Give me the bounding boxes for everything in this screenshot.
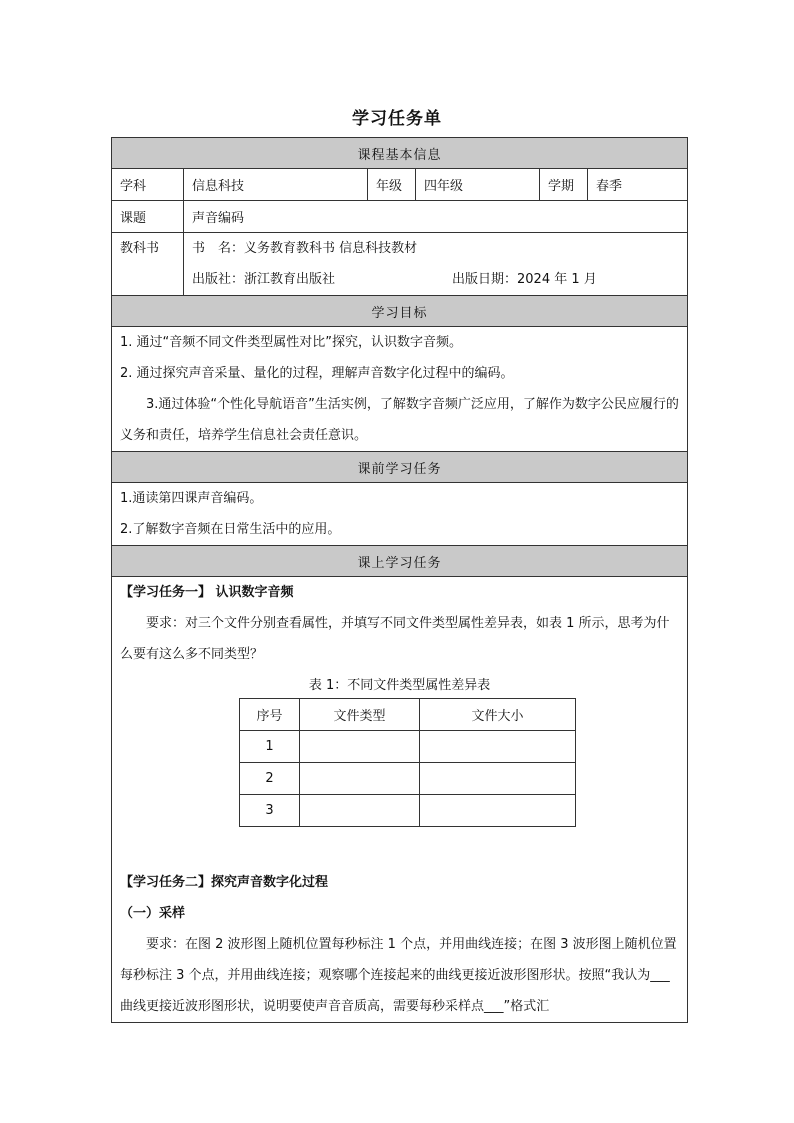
subject-row	[112, 169, 688, 201]
topic-label: 课题	[112, 201, 184, 233]
grade-value: 四年级	[416, 169, 540, 201]
pre-class-body	[112, 483, 688, 546]
publisher: 出版社：浙江教育出版社	[192, 272, 336, 287]
file-table-header	[240, 699, 576, 731]
task-sheet-table	[111, 137, 688, 1023]
pre-class-item: 2.了解数字音频在日常生活中的应用。	[120, 522, 341, 537]
topic-row	[112, 201, 688, 233]
goals-header: 学习目标	[112, 296, 688, 327]
pre-class-item: 1.通读第四课声音编码。	[120, 491, 263, 506]
column-header: 序号	[240, 699, 300, 731]
sampling-title: （一）采样	[120, 906, 186, 921]
sampling-requirement: 要求：在图 2 波形图上随机位置每秒标注 1 个点，并用曲线连接；在图 3 波形图上随机位置每秒标注 3 个点，并用曲线连接；观察哪个连接起来的曲线更接近波形图形状。按照“我认为___曲线更接近波形图形状，说明要使声音音质高，需要每秒采样点___”格式汇	[120, 937, 677, 1014]
file-size-cell[interactable]	[420, 795, 576, 827]
row-index: 3	[240, 795, 300, 827]
file-type-cell[interactable]	[300, 763, 420, 795]
table-row	[240, 795, 576, 827]
publish-date: 出版日期：2024 年 1 月	[452, 272, 597, 287]
in-class-header: 课上学习任务	[112, 546, 688, 577]
book-name: 书 名：义务教育教科书 信息科技教材	[192, 241, 418, 256]
term-label: 学期	[540, 169, 588, 201]
task-sheet	[111, 137, 687, 1023]
row-index: 1	[240, 731, 300, 763]
task2-title: 【学习任务二】探究声音数字化过程	[120, 875, 329, 890]
column-header: 文件大小	[420, 699, 576, 731]
topic-value: 声音编码	[184, 201, 688, 233]
in-class-body	[112, 577, 688, 1023]
file-size-cell[interactable]	[420, 763, 576, 795]
document-title: 学习任务单	[352, 109, 442, 129]
file-size-cell[interactable]	[420, 731, 576, 763]
file-type-cell[interactable]	[300, 795, 420, 827]
table-row	[240, 731, 576, 763]
column-header: 文件类型	[300, 699, 420, 731]
publisher-line	[192, 264, 679, 295]
row-index: 2	[240, 763, 300, 795]
table-row	[240, 763, 576, 795]
goal-item: 2. 通过探究声音采量、量化的过程，理解声音数字化过程中的编码。	[120, 366, 514, 381]
goals-body	[112, 327, 688, 452]
task1-title: 【学习任务一】 认识数字音频	[120, 585, 294, 600]
textbook-row	[112, 233, 688, 296]
textbook-label: 教科书	[120, 241, 160, 256]
subject-label: 学科	[112, 169, 184, 201]
basic-info-header: 课程基本信息	[112, 138, 688, 169]
file-type-cell[interactable]	[300, 731, 420, 763]
goal-item: 1. 通过“音频不同文件类型属性对比”探究，认识数字音频。	[120, 335, 463, 350]
task1-requirement: 要求：对三个文件分别查看属性，并填写不同文件类型属性差异表，如表 1 所示，思考为什么要有这么多不同类型？	[120, 616, 670, 662]
table-caption: 表 1：不同文件类型属性差异表	[308, 678, 491, 693]
file-type-table	[239, 698, 576, 827]
pre-class-header: 课前学习任务	[112, 452, 688, 483]
grade-label: 年级	[368, 169, 416, 201]
subject-value: 信息科技	[184, 169, 368, 201]
term-value: 春季	[588, 169, 688, 201]
goal-item: 3.通过体验“个性化导航语音”生活实例，了解数字音频广泛应用，了解作为数字公民应履行的义务和责任，培养学生信息社会责任意识。	[120, 397, 679, 443]
